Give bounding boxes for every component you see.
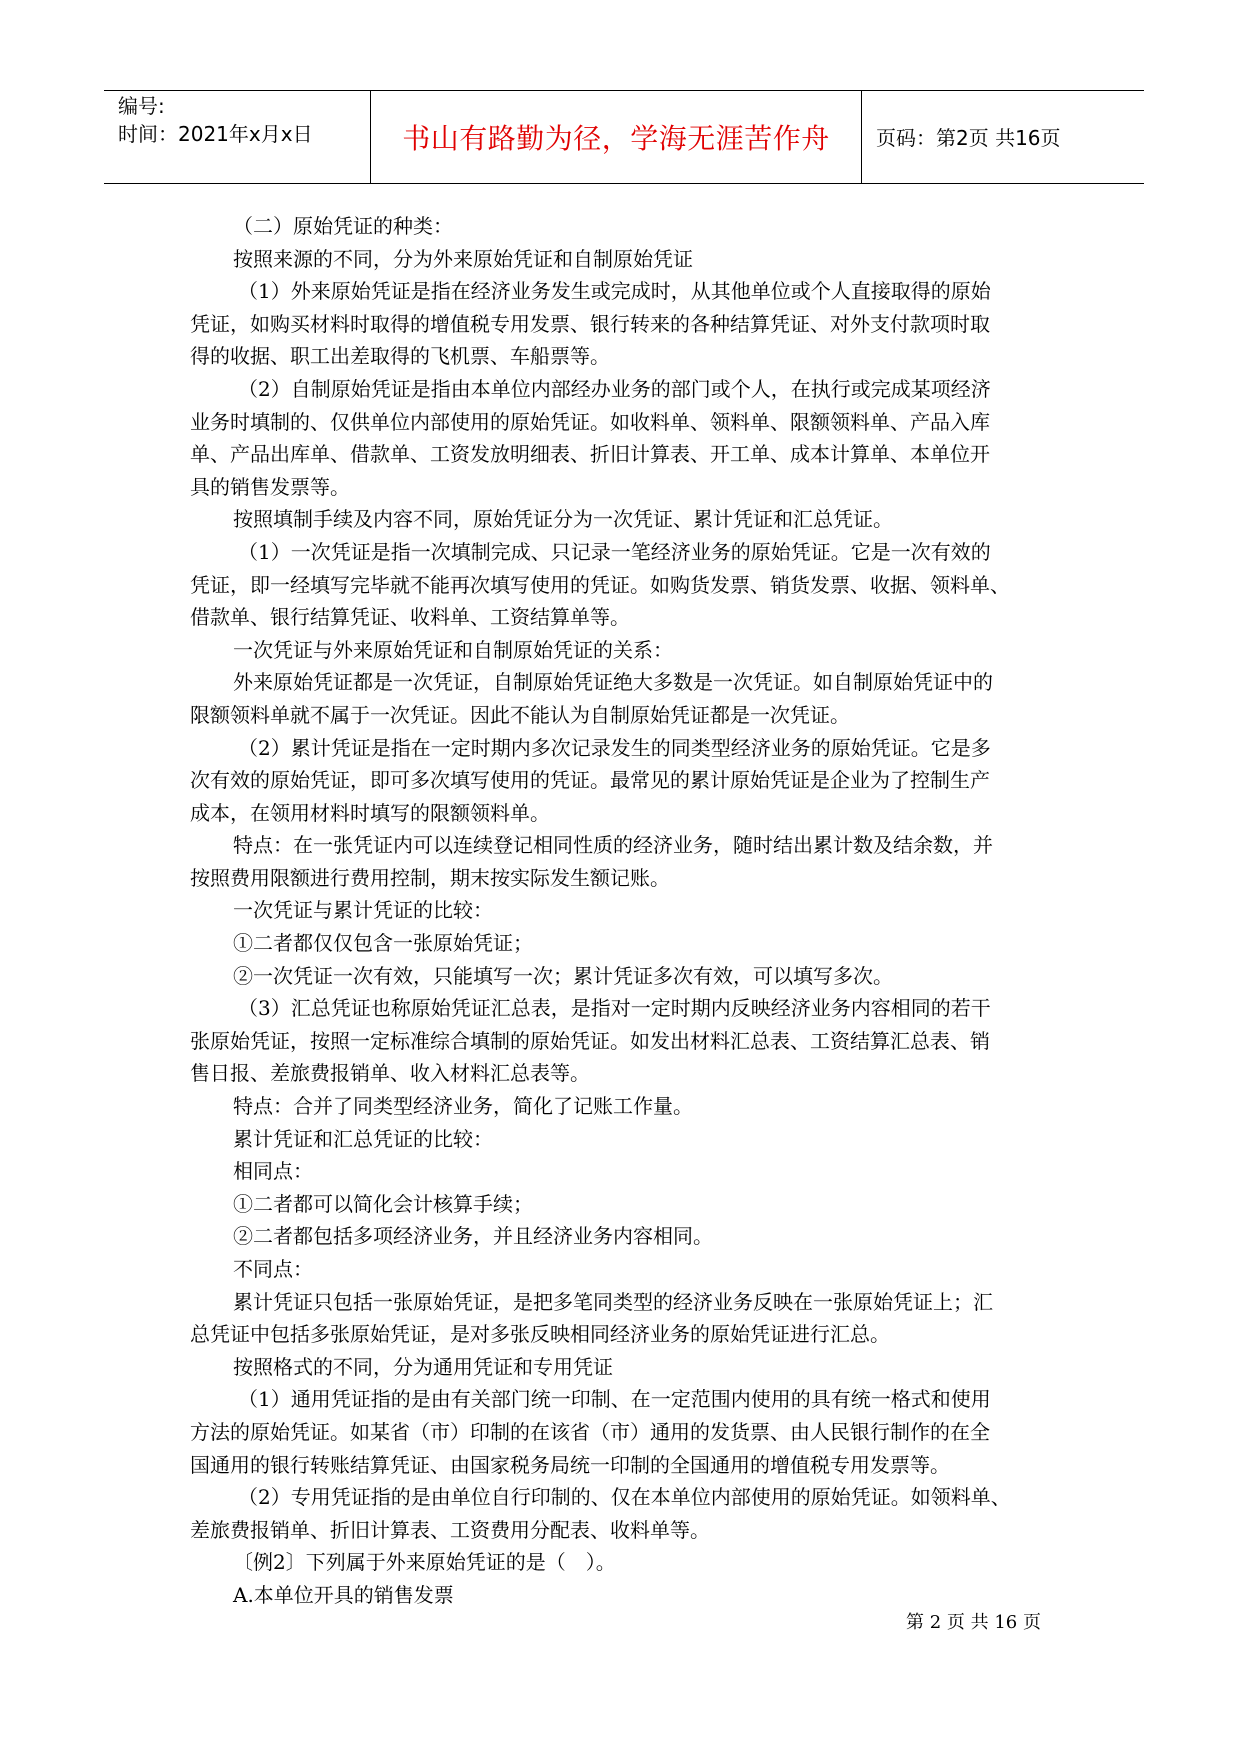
body-line: ②二者都包括多项经济业务，并且经济业务内容相同。: [233, 1224, 713, 1249]
body-line: A.本单位开具的销售发票: [233, 1582, 454, 1607]
body-line: （2）自制原始凭证是指由本单位内部经办业务的部门或个人，在执行或完成某项经济: [238, 376, 991, 401]
body-line: ①二者都仅仅包含一张原始凭证；: [233, 931, 533, 956]
body-line: 〔例2〕下列属于外来原始凭证的是（ ）。: [233, 1550, 616, 1575]
body-line: 国通用的银行转账结算凭证、由国家税务局统一印制的全国通用的增值税专用发票等。: [190, 1452, 950, 1477]
header-divider: [861, 90, 862, 183]
body-line: 张原始凭证，按照一定标准综合填制的原始凭证。如发出材料汇总表、工资结算汇总表、销: [190, 1028, 990, 1053]
body-line: 按照费用限额进行费用控制，期末按实际发生额记账。: [190, 865, 670, 890]
body-line: 得的收据、职工出差取得的飞机票、车船票等。: [190, 344, 610, 369]
body-line: 按照填制手续及内容不同，原始凭证分为一次凭证、累计凭证和汇总凭证。: [233, 507, 893, 532]
footer-page-number: 第 2 页 共 16 页: [906, 1612, 1041, 1633]
body-line: 差旅费报销单、折旧计算表、工资费用分配表、收料单等。: [190, 1517, 710, 1542]
body-line: 售日报、差旅费报销单、收入材料汇总表等。: [190, 1061, 590, 1086]
body-line: 单、产品出库单、借款单、工资发放明细表、折旧计算表、开工单、成本计算单、本单位开: [190, 442, 990, 467]
body-line: 具的销售发票等。: [190, 474, 350, 499]
body-line: 方法的原始凭证。如某省（市）印制的在该省（市）通用的发货票、由人民银行制作的在全: [190, 1419, 990, 1444]
body-line: 按照格式的不同，分为通用凭证和专用凭证: [233, 1354, 613, 1379]
body-line: （二）原始凭证的种类：: [233, 214, 453, 238]
body-line: 凭证，如购买材料时取得的增值税专用发票、银行转来的各种结算凭证、对外支付款项时取: [190, 311, 990, 336]
header-page-info: 页码：第2页 共16页: [876, 126, 1061, 150]
body-line: 借款单、银行结算凭证、收料单、工资结算单等。: [190, 605, 630, 630]
body-line: ②一次凭证一次有效，只能填写一次；累计凭证多次有效，可以填写多次。: [233, 963, 893, 988]
body-line: ①二者都可以简化会计核算手续；: [233, 1191, 533, 1216]
body-line: （3）汇总凭证也称原始凭证汇总表，是指对一定时期内反映经济业务内容相同的若干: [238, 996, 991, 1021]
body-line: 总凭证中包括多张原始凭证，是对多张反映相同经济业务的原始凭证进行汇总。: [190, 1322, 890, 1347]
header-meta: [118, 92, 368, 148]
body-line: 次有效的原始凭证，即可多次填写使用的凭证。最常见的累计原始凭证是企业为了控制生产: [190, 768, 990, 793]
body-line: （1）外来原始凭证是指在经济业务发生或完成时，从其他单位或个人直接取得的原始: [238, 279, 991, 304]
body-line: 一次凭证与外来原始凭证和自制原始凭证的关系：: [233, 637, 673, 662]
header-motto: 书山有路勤为径，学海无涯苦作舟: [402, 121, 830, 155]
body-line: 外来原始凭证都是一次凭证，自制原始凭证绝大多数是一次凭证。如自制原始凭证中的: [233, 670, 993, 695]
body-line: 一次凭证与累计凭证的比较：: [233, 898, 493, 923]
body-line: 凭证，即一经填写完毕就不能再次填写使用的凭证。如购货发票、销货发票、收据、领料单、: [190, 572, 1010, 597]
body-line: （1）一次凭证是指一次填制完成、只记录一笔经济业务的原始凭证。它是一次有效的: [238, 539, 991, 564]
document-number-label: 编号:: [118, 94, 165, 118]
body-line: 限额领料单就不属于一次凭证。因此不能认为自制原始凭证都是一次凭证。: [190, 702, 850, 727]
body-line: 按照来源的不同，分为外来原始凭证和自制原始凭证: [233, 246, 693, 271]
body-line: 不同点：: [233, 1257, 313, 1281]
document-time-label: 时间：2021年x月x日: [118, 122, 313, 146]
header-divider: [370, 90, 371, 183]
body-line: （2）累计凭证是指在一定时期内多次记录发生的同类型经济业务的原始凭证。它是多: [238, 735, 991, 760]
document-body: [190, 210, 1062, 1612]
body-line: 相同点：: [233, 1159, 313, 1184]
body-line: 业务时填制的、仅供单位内部使用的原始凭证。如收料单、领料单、限额领料单、产品入库: [190, 409, 990, 434]
body-line: 成本，在领用材料时填写的限额领料单。: [190, 800, 550, 825]
body-line: 特点：合并了同类型经济业务，简化了记账工作量。: [233, 1094, 693, 1119]
header-bottom-rule: [104, 183, 1144, 184]
body-line: （2）专用凭证指的是由单位自行印制的、仅在本单位内部使用的原始凭证。如领料单、: [238, 1485, 1011, 1510]
body-line: 累计凭证和汇总凭证的比较：: [233, 1126, 493, 1151]
body-line: 特点：在一张凭证内可以连续登记相同性质的经济业务，随时结出累计数及结余数，并: [233, 833, 993, 858]
body-line: 累计凭证只包括一张原始凭证，是把多笔同类型的经济业务反映在一张原始凭证上；汇: [233, 1289, 993, 1314]
body-line: （1）通用凭证指的是由有关部门统一印制、在一定范围内使用的具有统一格式和使用: [238, 1387, 991, 1412]
